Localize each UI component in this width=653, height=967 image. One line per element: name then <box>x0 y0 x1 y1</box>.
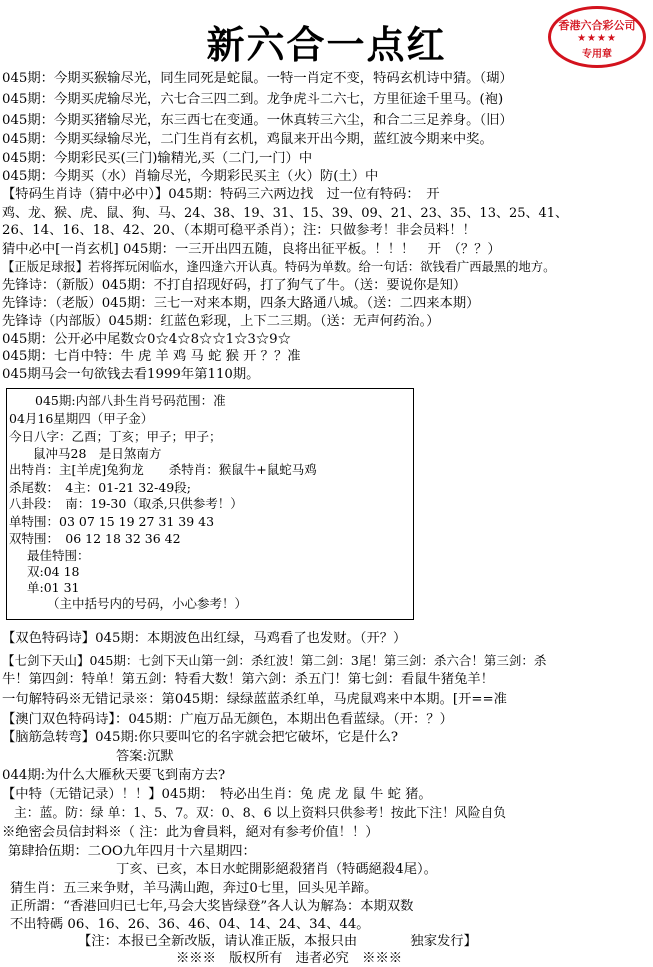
box-line: （主中括号内的号码，小心参考！） <box>47 596 248 611</box>
text-line: ※※※ 版权所有 违者必究 ※※※ <box>176 951 403 966</box>
text-line: 045期马会一句欲钱去看1999年第110期。 <box>2 367 260 382</box>
text-line: 猜中必中[一肖玄机] 045期：一三开出四五随，良将出征平板。！！！ 开 （？？） <box>2 242 501 257</box>
box-line: 最佳特围： <box>27 548 90 563</box>
text-line: 牛！第四剑：特单！第五剑：特看大数！第六剑：杀五门！第七剑：看鼠牛猪兔羊！ <box>2 672 494 687</box>
text-line: 丁亥、已亥，本日水蛇開影絕殺猪肖（特碼絕殺4尾）。 <box>116 862 437 877</box>
text-line: 先锋诗（内部版）045期：红蓝色彩现，上下二三期。（送：无声何药治。） <box>2 314 440 329</box>
box-line: 单特围：03 07 15 19 27 31 39 43 <box>9 514 215 529</box>
seal-bottom-text: 专用章 <box>582 49 612 60</box>
text-line: 【中特（无错记录）！！】045期： 特必出生肖：兔 虎 龙 鼠 牛 蛇 猪。 <box>2 787 432 802</box>
text-line: 045期：公开必中尾数☆0☆4☆8☆☆1☆3☆9☆ <box>2 332 291 347</box>
text-line: 答案:沉默 <box>116 749 174 764</box>
text-line: 正所謂：“香港回归已七年,马会大奖皆绿登”各人认为解為：本期双数 <box>10 899 414 914</box>
text-line: 【脑筋急转弯】045期:你只要叫它的名字就会把它破坏，它是什么? <box>2 730 399 745</box>
box-line: 04月16星期四（甲子金） <box>9 411 154 426</box>
text-line: 【注：本报已全新改版，请认准正版，本报只由 独家发行】 <box>78 934 477 949</box>
text-line: 【正版足球报】若将挥玩闲临水，逢四逢六开认真。特码为单数。给一句话：欲钱看广西最黑的地方。 <box>2 260 556 274</box>
text-line: 先锋诗：（老版）045期：三七一对来本期，四条大路通八城。（送：二四来本期） <box>2 296 480 311</box>
text-line: 044期:为什么大雁秋天要飞到南方去? <box>2 768 226 783</box>
box-line: 双特围： 06 12 18 32 36 42 <box>9 531 181 546</box>
text-line: 一句解特码※无错记录※：第045期：绿绿蓝蓝杀红单，马虎鼠鸡来中本期。[开==准 <box>2 692 507 707</box>
text-line: 045期：七肖中特：牛 虎 羊 鸡 马 蛇 猴 开 ？？准 <box>2 349 301 364</box>
text-line: 045期：今期买绿输尽光，二门生肖有玄机，鸡鼠来开出今期，蓝红波今期来中奖。 <box>2 132 493 147</box>
box-line: 双:04 18 <box>27 564 80 579</box>
text-line: 045期：今期买（水）肖输尽光，今期彩民买主（火）防(土）中 <box>2 169 379 184</box>
box-line: 今日八字：乙酉；丁亥；甲子；甲子； <box>9 429 222 444</box>
box-line: 045期:内部八卦生肖号码范围：准 <box>35 393 226 408</box>
text-line: 先锋诗：（新版）045期：不打自招现好码，打了狗气了牛。（送：要说你是知） <box>2 278 467 293</box>
text-line: 【双色特码诗】045期：本期波色出红绿，马鸡看了也发财。（开？） <box>2 631 407 646</box>
text-line: 猜生肖：五三来争财，羊马满山跑，奔过0七里，回头见羊蹄。 <box>10 881 378 896</box>
seal-stars: ★★★★ <box>577 33 617 44</box>
text-line: ※绝密会员信封料※（ 注：此为會員料，絕对有参考价值！！） <box>2 825 379 840</box>
text-line: 045期：今期买虎输尽光，六七合三四二到。龙争虎斗二六七，方里征途千里马。(袍) <box>2 92 504 107</box>
text-line: 不出特碼 06、16、26、36、46、04、14、24、34、44。 <box>10 917 370 932</box>
text-line: 26、14、16、18、42、20、（本期可稳平杀肖）；注：只做参考！非会员料！！ <box>2 223 476 238</box>
box-line: 八卦段： 南：19-30（取杀,只供参考！） <box>9 496 243 511</box>
bagua-box <box>6 388 414 620</box>
text-line: 鸡、龙、猴、虎、鼠、狗、马、24、38、19、31、15、39、09、21、23、35、13、25、41、 <box>2 206 569 221</box>
box-line: 出特肖：主[羊虎]兔狗龙 杀特肖：猴鼠牛+鼠蛇马鸡 <box>9 462 317 477</box>
text-line: 045期：今期买猪输尽光，东三西七在变通。一休真转三六尘，和合二三足养身。（旧） <box>2 113 513 128</box>
text-line: 045期：今期彩民买(三门)输精光,买（二门,一门）中 <box>2 151 313 166</box>
text-line: 第肆拾伍期：二OO九年四月十六星期四： <box>8 844 256 859</box>
box-line: 鼠冲马28 是日煞南方 <box>33 446 162 461</box>
text-line: 【澳门双色特码诗】：045期：广庖万品无颜色，本期出色看蓝绿。（开：？） <box>2 712 453 727</box>
text-line: 【七剑下天山】045期：七剑下天山第一剑：杀红波！第二剑：3尾！第三剑：杀六合！第三剑：杀 <box>2 653 547 668</box>
seal-top-text: 香港六合彩公司 <box>558 19 636 32</box>
text-line: 045期：今期买猴输尽光，同生同死是蛇鼠。一特一肖定不变，特码玄机诗中猜。（瑚） <box>2 71 513 86</box>
box-line: 单:01 31 <box>27 580 80 595</box>
text-line: 【特码生肖诗（猜中必中）】045期：特码三六两边找 过一位有特码： 开 <box>2 187 440 202</box>
company-seal <box>548 6 646 68</box>
text-line: 主：蓝。防：绿 单：1、5、7。双：0、8、6 以上资料只供参考！按此下注！风险自负 <box>14 806 507 821</box>
page-title: 新六合一点红 <box>206 22 447 67</box>
box-line: 杀尾数： 4主：01-21 32-49段; <box>9 480 191 495</box>
